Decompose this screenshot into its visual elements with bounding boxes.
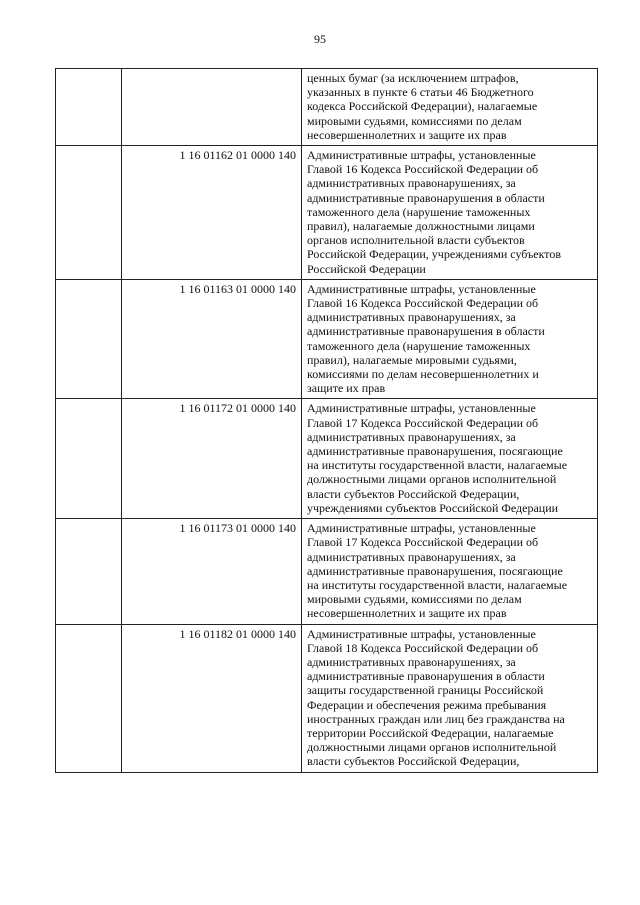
empty-cell <box>56 69 122 146</box>
page-number: 95 <box>314 32 326 46</box>
description-line: комиссиями по делам несовершеннолетних и <box>307 367 539 382</box>
empty-cell <box>56 279 122 399</box>
description-line: Административные штрафы, установленные <box>307 521 536 536</box>
description-line: Главой 18 Кодекса Российской Федерации об <box>307 640 539 655</box>
budget-classification-table <box>55 68 598 773</box>
description-line: административные правонарушения, посягающие <box>307 563 563 578</box>
description-line: должностными лицами органов исполнительной <box>307 472 557 487</box>
description-line: на институты государственной власти, налагаемые <box>307 458 568 473</box>
empty-cell <box>56 519 122 624</box>
table-row <box>56 279 598 399</box>
table-row <box>56 69 598 146</box>
description-line: Административные штрафы, установленные <box>307 281 536 296</box>
description-line: таможенного дела (нарушение таможенных <box>307 338 531 353</box>
description-line: административные правонарушения, посягающие <box>307 444 563 459</box>
description-line: кодекса Российской Федерации), налагаемые <box>307 99 538 114</box>
budget-code-cell: 1 16 01173 01 0000 140 <box>122 519 302 624</box>
table-body <box>56 69 598 773</box>
description-line: административных правонарушениях, за <box>307 429 516 444</box>
table-row <box>56 399 598 519</box>
description-line: правил), налагаемые должностными лицами <box>307 219 535 234</box>
description-line: власти субъектов Российской Федерации, <box>307 754 520 769</box>
budget-code-cell: 1 16 01182 01 0000 140 <box>122 624 302 772</box>
empty-cell <box>56 624 122 772</box>
description-line: административные правонарушения в области <box>307 669 545 684</box>
budget-code-cell: 1 16 01172 01 0000 140 <box>122 399 302 519</box>
budget-code-cell: 1 16 01163 01 0000 140 <box>122 279 302 399</box>
description-line: Российской Федерации <box>307 261 426 276</box>
description-line: административные правонарушения в области <box>307 324 545 339</box>
table-row <box>56 519 598 624</box>
description-line: Федерации и обеспечения режима пребывания <box>307 697 547 712</box>
table-row <box>56 146 598 280</box>
description-line: должностными лицами органов исполнительной <box>307 740 557 755</box>
description-cell <box>302 69 598 146</box>
description-line: несовершеннолетних и защите их прав <box>307 606 507 621</box>
description-cell <box>302 279 598 399</box>
description-line: Главой 17 Кодекса Российской Федерации об <box>307 535 539 550</box>
description-line: на институты государственной власти, налагаемые <box>307 577 568 592</box>
description-line: указанных в пункте 6 статьи 46 Бюджетного <box>307 85 534 100</box>
description-cell <box>302 519 598 624</box>
description-line: мировыми судьями, комиссиями по делам <box>307 592 522 607</box>
description-line: административных правонарушениях, за <box>307 176 516 191</box>
description-line: мировыми судьями, комиссиями по делам <box>307 113 522 128</box>
description-line: Российской Федерации, учреждениями субъектов <box>307 247 562 262</box>
budget-code-cell: 1 16 01162 01 0000 140 <box>122 146 302 280</box>
description-line: органов исполнительной власти субъектов <box>307 233 525 248</box>
description-line: Главой 16 Кодекса Российской Федерации об <box>307 296 539 311</box>
description-cell <box>302 146 598 280</box>
description-line: учреждениями субъектов Российской Федерации <box>307 500 559 515</box>
description-line: власти субъектов Российской Федерации, <box>307 486 520 501</box>
description-line: административных правонарушениях, за <box>307 654 516 669</box>
description-line: Главой 16 Кодекса Российской Федерации об <box>307 162 539 177</box>
description-line: защиты государственной границы Российской <box>307 683 544 698</box>
description-line: защите их прав <box>307 381 386 396</box>
description-line: иностранных граждан или лиц без гражданства на <box>307 711 565 726</box>
description-line: Административные штрафы, установленные <box>307 148 536 163</box>
description-line: административных правонарушениях, за <box>307 310 516 325</box>
description-line: Главой 17 Кодекса Российской Федерации об <box>307 415 539 430</box>
description-line: территории Российской Федерации, налагаемые <box>307 725 554 740</box>
budget-code-cell <box>122 69 302 146</box>
description-line: административные правонарушения в области <box>307 190 545 205</box>
description-line: таможенного дела (нарушение таможенных <box>307 204 531 219</box>
description-line: ценных бумаг (за исключением штрафов, <box>307 71 519 85</box>
description-line: несовершеннолетних и защите их прав <box>307 127 507 142</box>
description-line: административных правонарушениях, за <box>307 549 516 564</box>
description-cell <box>302 399 598 519</box>
empty-cell <box>56 146 122 280</box>
description-cell <box>302 624 598 772</box>
table-row <box>56 624 598 772</box>
description-line: Административные штрафы, установленные <box>307 401 536 416</box>
description-line: Административные штрафы, установленные <box>307 626 536 641</box>
empty-cell <box>56 399 122 519</box>
description-line: правил), налагаемые мировыми судьями, <box>307 352 517 367</box>
